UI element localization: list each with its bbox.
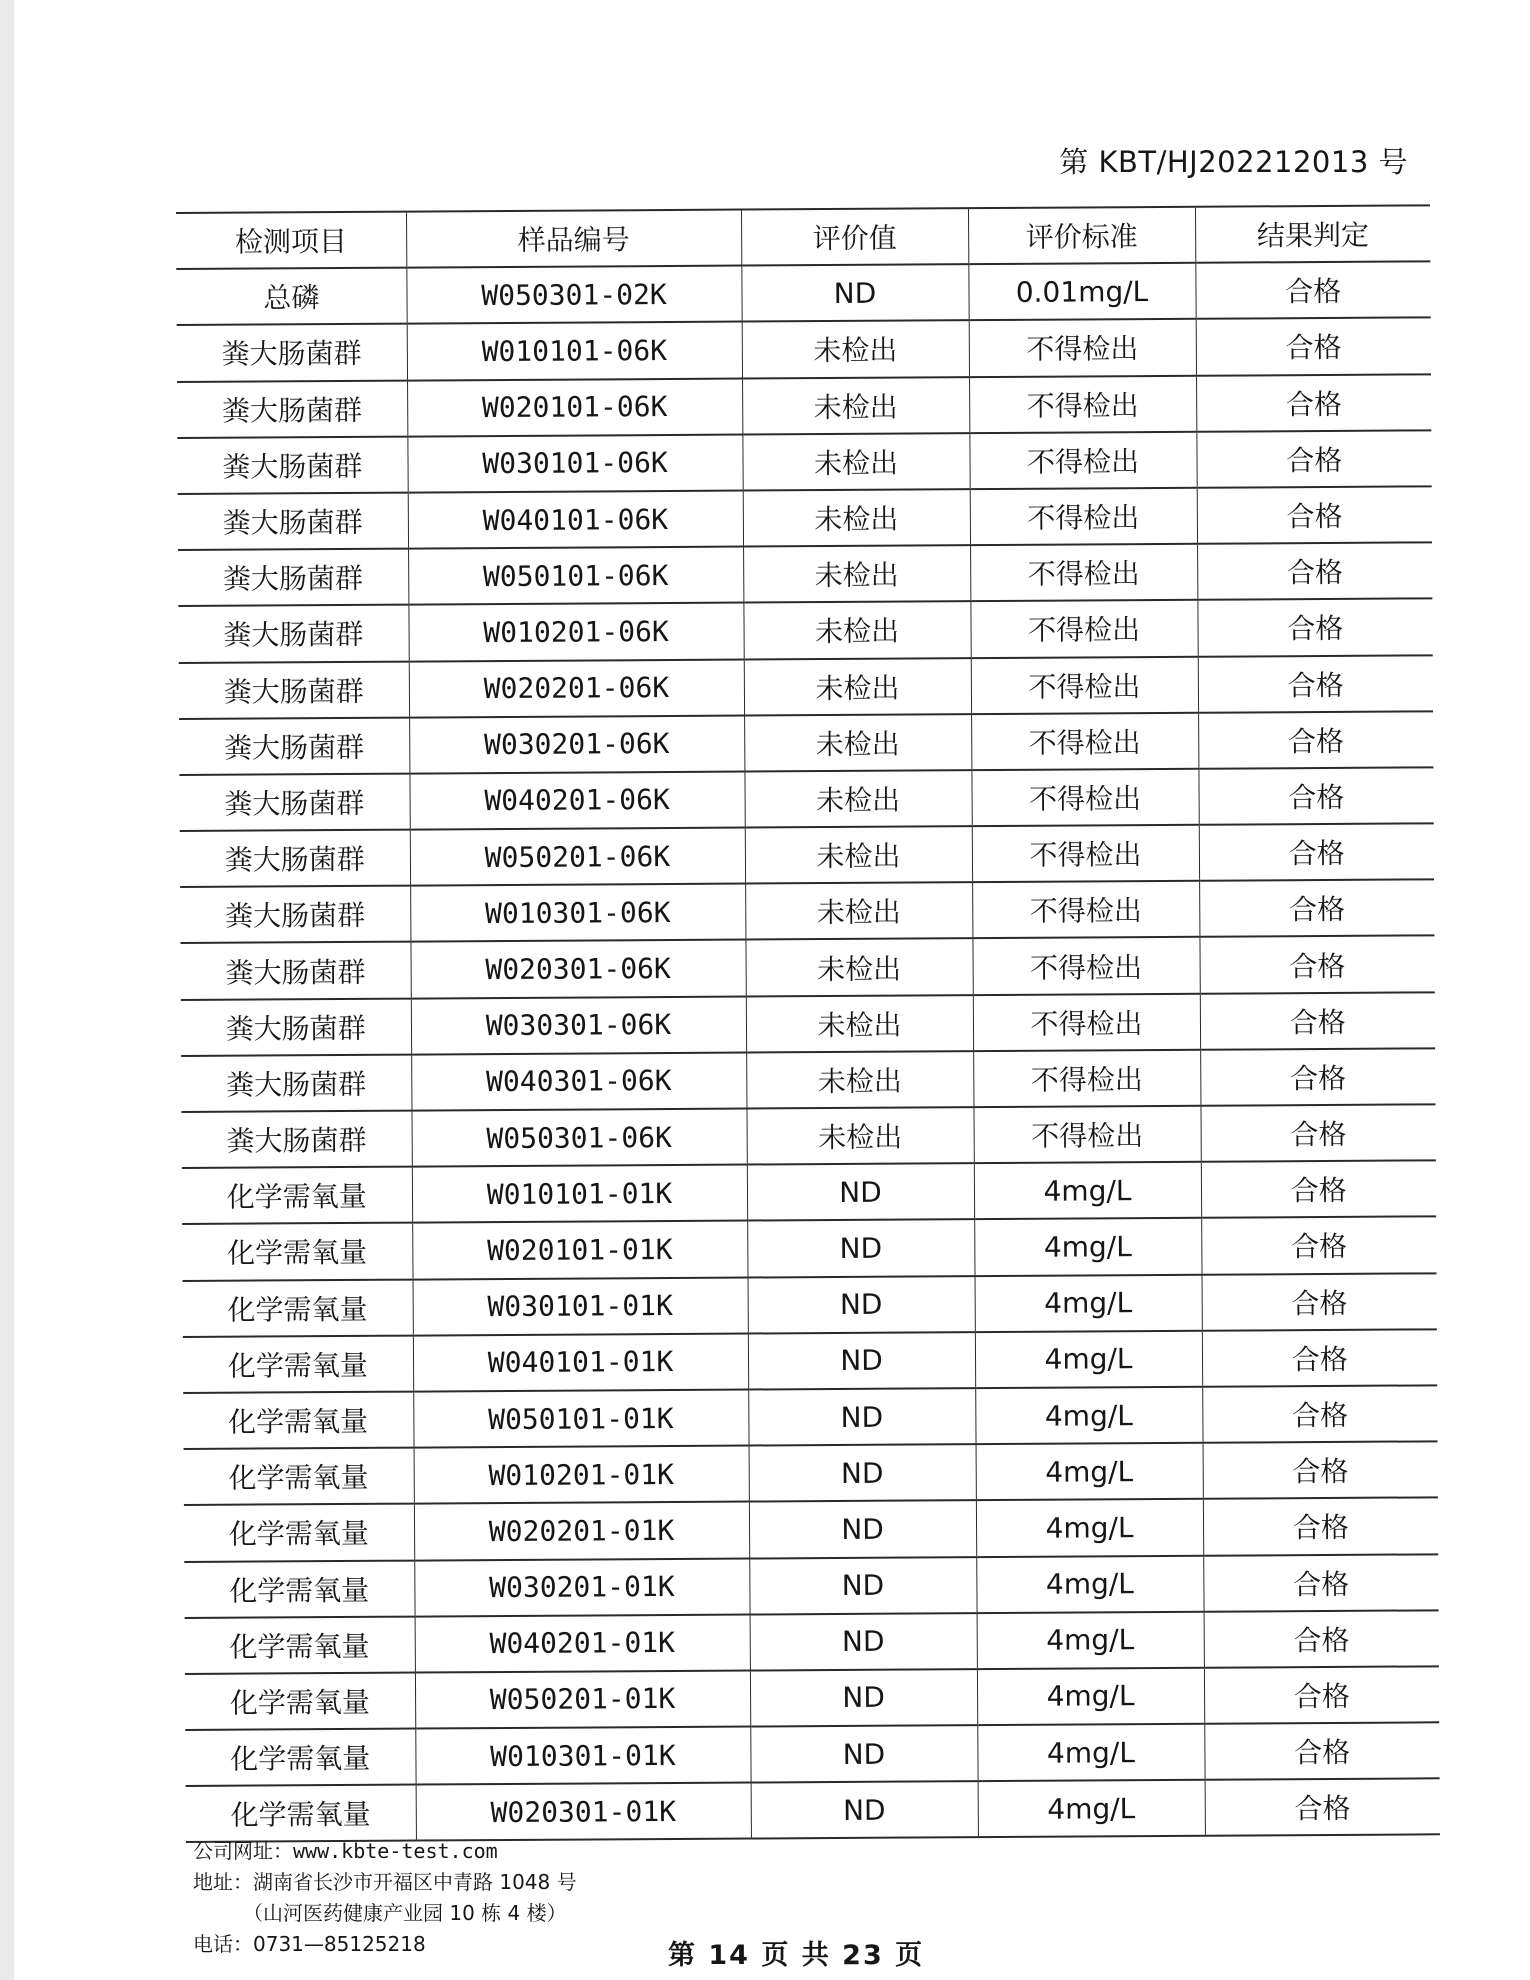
- cell-evaluation-value: 未检出: [743, 601, 970, 659]
- cell-result: 合格: [1203, 1498, 1438, 1556]
- cell-test-item: 粪大肠菌群: [180, 942, 410, 1000]
- table-row: [185, 1666, 1439, 1730]
- cell-evaluation-standard: 4mg/L: [975, 1387, 1202, 1445]
- table-row: [180, 823, 1434, 887]
- cell-evaluation-standard: 不得检出: [972, 937, 1199, 995]
- cell-sample-id: W030201-06K: [409, 715, 744, 773]
- cell-sample-id: W040201-01K: [415, 1614, 750, 1672]
- cell-evaluation-value: ND: [747, 1163, 974, 1221]
- cell-test-item: 粪大肠菌群: [180, 886, 410, 944]
- cell-test-item: 粪大肠菌群: [181, 998, 411, 1056]
- cell-evaluation-standard: 0.01mg/L: [968, 263, 1195, 321]
- cell-evaluation-standard: 不得检出: [971, 656, 1198, 714]
- cell-test-item: 粪大肠菌群: [177, 436, 407, 494]
- cell-test-item: 粪大肠菌群: [177, 380, 407, 438]
- cell-evaluation-value: 未检出: [742, 433, 969, 491]
- table-row: [183, 1385, 1437, 1449]
- cell-test-item: 化学需氧量: [185, 1672, 415, 1730]
- header-evaluation-standard: 评价标准: [968, 207, 1195, 265]
- cell-result: 合格: [1195, 262, 1430, 320]
- cell-evaluation-standard: 不得检出: [971, 712, 1198, 770]
- table-row: [186, 1779, 1440, 1843]
- cell-sample-id: W010201-06K: [408, 603, 743, 661]
- cell-test-item: 化学需氧量: [182, 1223, 412, 1281]
- cell-result: 合格: [1205, 1779, 1440, 1837]
- table-row: [179, 767, 1433, 831]
- cell-evaluation-standard: 4mg/L: [977, 1668, 1204, 1726]
- cell-result: 合格: [1197, 542, 1432, 600]
- cell-evaluation-standard: 不得检出: [969, 319, 1196, 377]
- cell-test-item: 粪大肠菌群: [178, 493, 408, 551]
- cell-sample-id: W020201-01K: [414, 1502, 749, 1560]
- page-number: 第 14 页 共 23 页: [668, 1940, 925, 1971]
- table-row: [178, 486, 1432, 550]
- table-row: [181, 1048, 1435, 1112]
- header-evaluation-value: 评价值: [741, 208, 968, 266]
- cell-sample-id: W050201-06K: [410, 828, 745, 886]
- table-row: [180, 936, 1434, 1000]
- cell-evaluation-standard: 不得检出: [969, 375, 1196, 433]
- cell-result: 合格: [1196, 374, 1431, 432]
- table-row: [179, 711, 1433, 775]
- website-label: 公司网址：: [193, 1839, 293, 1863]
- cell-sample-id: W020301-01K: [416, 1783, 751, 1841]
- cell-result: 合格: [1201, 1161, 1436, 1219]
- cell-evaluation-standard: 不得检出: [969, 432, 1196, 490]
- table-row: [181, 992, 1435, 1056]
- cell-sample-id: W040101-01K: [413, 1333, 748, 1391]
- cell-evaluation-standard: 4mg/L: [975, 1331, 1202, 1389]
- address-label: 地址：: [193, 1870, 253, 1894]
- table-row: [182, 1161, 1436, 1225]
- cell-test-item: 化学需氧量: [183, 1392, 413, 1450]
- cell-result: 合格: [1200, 992, 1435, 1050]
- cell-result: 合格: [1204, 1666, 1439, 1724]
- cell-evaluation-value: 未检出: [743, 489, 970, 547]
- cell-result: 合格: [1198, 711, 1433, 769]
- cell-sample-id: W010101-01K: [412, 1165, 747, 1223]
- cell-evaluation-value: 未检出: [744, 770, 971, 828]
- cell-evaluation-standard: 4mg/L: [976, 1443, 1203, 1501]
- cell-evaluation-standard: 不得检出: [970, 544, 1197, 602]
- table-row: [185, 1610, 1439, 1674]
- table-row: [178, 542, 1432, 606]
- cell-sample-id: W010301-06K: [410, 884, 745, 942]
- cell-sample-id: W020301-06K: [410, 940, 745, 998]
- cell-evaluation-value: ND: [748, 1276, 975, 1334]
- cell-result: 合格: [1200, 1048, 1435, 1106]
- cell-result: 合格: [1199, 880, 1434, 938]
- cell-evaluation-value: 未检出: [746, 1051, 973, 1109]
- cell-sample-id: W040301-06K: [411, 1052, 746, 1110]
- phone-line: [193, 1929, 577, 1960]
- cell-sample-id: W030301-06K: [411, 996, 746, 1054]
- cell-evaluation-standard: 4mg/L: [978, 1780, 1205, 1838]
- cell-sample-id: W010201-01K: [414, 1446, 749, 1504]
- cell-result: 合格: [1199, 823, 1434, 881]
- cell-evaluation-value: ND: [748, 1332, 975, 1390]
- table-body: [176, 262, 1440, 1843]
- cell-test-item: 化学需氧量: [184, 1504, 414, 1562]
- cell-result: 合格: [1202, 1329, 1437, 1387]
- cell-evaluation-value: 未检出: [742, 321, 969, 379]
- header-result: 结果判定: [1195, 205, 1430, 263]
- cell-test-item: 粪大肠菌群: [179, 661, 409, 719]
- cell-evaluation-standard: 不得检出: [972, 825, 1199, 883]
- cell-result: 合格: [1201, 1217, 1436, 1275]
- cell-test-item: 化学需氧量: [186, 1785, 416, 1843]
- address-line: [193, 1867, 577, 1898]
- cell-sample-id: W030201-01K: [414, 1558, 749, 1616]
- cell-result: 合格: [1196, 430, 1431, 488]
- header-test-item: 检测项目: [176, 212, 406, 270]
- cell-sample-id: W010301-01K: [415, 1727, 750, 1785]
- cell-evaluation-value: 未检出: [742, 377, 969, 435]
- cell-test-item: 化学需氧量: [185, 1729, 415, 1787]
- cell-evaluation-standard: 4mg/L: [976, 1499, 1203, 1557]
- cell-evaluation-standard: 不得检出: [973, 1106, 1200, 1164]
- cell-test-item: 粪大肠菌群: [181, 1111, 411, 1169]
- table-row: [183, 1273, 1437, 1337]
- cell-sample-id: W010101-06K: [407, 322, 742, 380]
- cell-sample-id: W020101-06K: [407, 378, 742, 436]
- cell-evaluation-value: 未检出: [745, 882, 972, 940]
- cell-sample-id: W040101-06K: [408, 490, 743, 548]
- table-row: [177, 430, 1431, 494]
- cell-evaluation-standard: 不得检出: [973, 1050, 1200, 1108]
- cell-sample-id: W020201-06K: [409, 659, 744, 717]
- website-link[interactable]: www.kbte-test.com: [293, 1839, 498, 1863]
- cell-test-item: 总磷: [176, 268, 406, 326]
- cell-evaluation-value: 未检出: [746, 1107, 973, 1165]
- table-row: [177, 318, 1431, 382]
- phone-number: 0731—85125218: [253, 1932, 426, 1956]
- cell-evaluation-value: ND: [751, 1781, 978, 1839]
- cell-sample-id: W050201-01K: [415, 1670, 750, 1728]
- cell-result: 合格: [1203, 1441, 1438, 1499]
- cell-result: 合格: [1199, 936, 1434, 994]
- table-row: [183, 1329, 1437, 1393]
- cell-result: 合格: [1197, 486, 1432, 544]
- cell-sample-id: W040201-06K: [409, 771, 744, 829]
- cell-evaluation-value: ND: [747, 1220, 974, 1278]
- cell-result: 合格: [1196, 318, 1431, 376]
- cell-test-item: 粪大肠菌群: [179, 773, 409, 831]
- table-row: [177, 374, 1431, 438]
- cell-sample-id: W050301-06K: [411, 1109, 746, 1167]
- cell-evaluation-standard: 4mg/L: [977, 1724, 1204, 1782]
- cell-evaluation-standard: 4mg/L: [977, 1611, 1204, 1669]
- cell-evaluation-value: ND: [750, 1669, 977, 1727]
- cell-test-item: 化学需氧量: [183, 1335, 413, 1393]
- cell-evaluation-standard: 不得检出: [970, 600, 1197, 658]
- cell-evaluation-value: 未检出: [744, 658, 971, 716]
- table-row: [180, 880, 1434, 944]
- cell-test-item: 化学需氧量: [184, 1560, 414, 1618]
- cell-result: 合格: [1204, 1610, 1439, 1668]
- cell-evaluation-value: ND: [749, 1500, 976, 1558]
- table-row: [178, 599, 1432, 663]
- cell-evaluation-value: 未检出: [744, 714, 971, 772]
- cell-evaluation-value: 未检出: [745, 939, 972, 997]
- cell-result: 合格: [1200, 1104, 1435, 1162]
- cell-result: 合格: [1204, 1722, 1439, 1780]
- cell-evaluation-value: 未检出: [746, 995, 973, 1053]
- cell-test-item: 粪大肠菌群: [179, 717, 409, 775]
- cell-evaluation-value: ND: [748, 1388, 975, 1446]
- table-header-row: [176, 205, 1430, 269]
- cell-evaluation-standard: 4mg/L: [975, 1274, 1202, 1332]
- cell-evaluation-value: ND: [750, 1613, 977, 1671]
- cell-test-item: 粪大肠菌群: [177, 324, 407, 382]
- cell-evaluation-standard: 4mg/L: [974, 1162, 1201, 1220]
- cell-test-item: 化学需氧量: [182, 1167, 412, 1225]
- cell-result: 合格: [1202, 1273, 1437, 1331]
- website-line: [193, 1836, 577, 1867]
- cell-test-item: 粪大肠菌群: [178, 549, 408, 607]
- table-row: [184, 1441, 1438, 1505]
- cell-result: 合格: [1198, 655, 1433, 713]
- cell-sample-id: W050301-02K: [406, 266, 741, 324]
- cell-evaluation-value: ND: [741, 264, 968, 322]
- address-text: 湖南省长沙市开福区中青路 1048 号: [253, 1870, 577, 1894]
- cell-sample-id: W020101-01K: [412, 1221, 747, 1279]
- scan-edge: [0, 0, 14, 1980]
- results-table: [176, 204, 1440, 1843]
- cell-test-item: 粪大肠菌群: [180, 830, 410, 888]
- cell-result: 合格: [1203, 1554, 1438, 1612]
- report-number: 第 KBT/HJ202212013 号: [1059, 145, 1408, 179]
- cell-evaluation-standard: 4mg/L: [976, 1555, 1203, 1613]
- cell-evaluation-value: ND: [749, 1557, 976, 1615]
- cell-evaluation-standard: 不得检出: [972, 881, 1199, 939]
- cell-evaluation-value: ND: [749, 1444, 976, 1502]
- cell-test-item: 化学需氧量: [183, 1279, 413, 1337]
- phone-label: 电话：: [193, 1932, 253, 1956]
- cell-sample-id: W030101-06K: [407, 434, 742, 492]
- cell-result: 合格: [1202, 1385, 1437, 1443]
- cell-evaluation-value: 未检出: [745, 826, 972, 884]
- cell-sample-id: W030101-01K: [413, 1277, 748, 1335]
- table-row: [182, 1217, 1436, 1281]
- cell-test-item: 化学需氧量: [184, 1448, 414, 1506]
- cell-test-item: 化学需氧量: [185, 1616, 415, 1674]
- table-row: [184, 1498, 1438, 1562]
- table-row: [185, 1722, 1439, 1786]
- table-row: [176, 262, 1430, 326]
- cell-test-item: 粪大肠菌群: [178, 605, 408, 663]
- cell-result: 合格: [1197, 599, 1432, 657]
- cell-evaluation-standard: 不得检出: [970, 488, 1197, 546]
- cell-test-item: 粪大肠菌群: [181, 1054, 411, 1112]
- cell-evaluation-standard: 不得检出: [973, 993, 1200, 1051]
- cell-evaluation-value: ND: [750, 1725, 977, 1783]
- address-line-2: （山河医药健康产业园 10 栋 4 楼）: [243, 1901, 567, 1925]
- cell-sample-id: W050101-06K: [408, 547, 743, 605]
- cell-result: 合格: [1198, 767, 1433, 825]
- cell-sample-id: W050101-01K: [413, 1389, 748, 1447]
- company-footer: [193, 1836, 577, 1960]
- table-row: [179, 655, 1433, 719]
- header-sample-id: 样品编号: [406, 210, 741, 268]
- cell-evaluation-standard: 4mg/L: [974, 1218, 1201, 1276]
- cell-evaluation-value: 未检出: [743, 545, 970, 603]
- cell-evaluation-standard: 不得检出: [971, 769, 1198, 827]
- table-row: [181, 1104, 1435, 1168]
- table-row: [184, 1554, 1438, 1618]
